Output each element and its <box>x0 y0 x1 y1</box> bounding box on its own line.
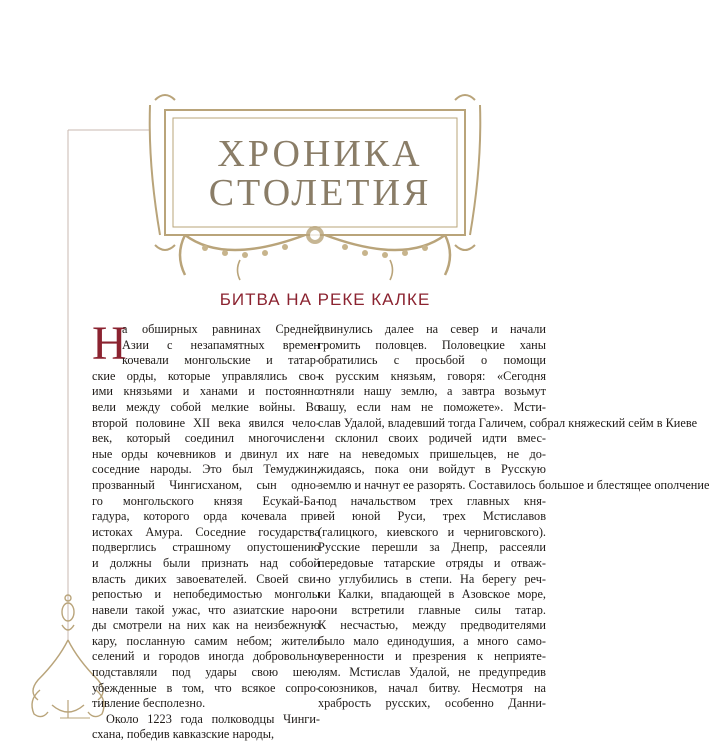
text-line: Около 1223 года полководцы Чинги- <box>106 711 320 726</box>
text-line: и склонил своих родичей идти вмес- <box>318 431 546 446</box>
text-line: ские орды, которые управлялись сво- <box>92 368 320 383</box>
text-line: сханa, победив кавказские народы, <box>92 727 275 742</box>
text-line: ими князьями и ханами и постоянно <box>92 384 320 399</box>
article-heading: БИТВА НА РЕКЕ КАЛКЕ <box>219 290 431 309</box>
text-line: ные орды кочевников и двинул их на <box>92 446 320 461</box>
text-column-left <box>92 317 320 743</box>
text-line: уверенности и презрения к неприяте- <box>318 649 546 664</box>
section-title-line1: ХРОНИКА <box>217 133 423 175</box>
text-line: власть диких завоевателей. Своей сви- <box>92 571 320 586</box>
text-line: гадура, которого орда кочевала при <box>92 509 320 524</box>
text-column-right <box>318 322 709 712</box>
drop-cap: Н <box>92 317 127 370</box>
text-line: под начальством трех главных кня- <box>318 493 546 508</box>
text-line: селений и городов иногда добровольно <box>92 649 320 664</box>
text-line: вели между собой мелкие войны. Во <box>92 399 320 414</box>
text-line: кару, посланную самим небом; жители <box>92 633 320 648</box>
text-line: они встретили главные силы татар. <box>318 602 546 617</box>
text-line: отняли нашу землю, а завтра возьмут <box>318 384 546 399</box>
text-line: ды смотрели на них как на неизбежную <box>92 618 320 633</box>
text-line: к русским князьям, говоря: «Сегодня <box>318 368 546 383</box>
text-line: землю и начнут ее разорять. Составилось большое и блестящее ополчение <box>318 477 709 492</box>
text-line: громить половцев. Половецкие ханы <box>318 337 546 352</box>
text-line: передовые татарские отряды и отваж- <box>318 555 546 570</box>
text-line: союзников, начал битву. Несмотря на <box>318 680 546 695</box>
text-line: го монгольского князя Есукай-Ба- <box>92 493 320 508</box>
text-line: тивление бесполезно. <box>92 696 206 711</box>
text-line: Русские перешли за Днепр, рассеяли <box>318 540 546 555</box>
text-line: второй половине XII века явился чело- <box>92 415 320 430</box>
text-line: но углубились в степи. На берегу реч- <box>318 571 546 586</box>
text-line: соседние народы. Это был Темуджин, <box>92 462 320 477</box>
text-line: убежденные в том, что всякое сопро- <box>92 680 320 695</box>
text-line: прозванный Чингисханом, сын одно- <box>92 477 320 492</box>
text-line: ки Калки, впадающей в Азовское море, <box>318 587 546 602</box>
text-line: подверглись страшному опустошению <box>92 540 320 555</box>
text-line: было мало единодушия, а много само- <box>318 633 546 648</box>
text-line: те на неведомых пришельцев, не до- <box>318 446 546 461</box>
text-line: Азии с незапамятных времен <box>122 337 320 352</box>
text-line: и должны были признать над собой <box>92 555 320 570</box>
text-line: истоках Амура. Соседние государства <box>92 524 320 539</box>
text-line: жидаясь, пока они войдут в Русскую <box>318 462 546 477</box>
text-line: репостью и непобедимостью монголы <box>92 587 320 602</box>
section-title-line2: СТОЛЕТИЯ <box>208 172 432 214</box>
text-line: (галицкого, киевского и черниговского). <box>318 524 546 539</box>
text-line: подставляли под удары свою шею, <box>92 665 320 680</box>
text-line: век, который соединил многочислен- <box>92 431 320 446</box>
left-ornamental-border <box>0 0 90 750</box>
text-line: К несчастью, между предводителями <box>318 618 546 633</box>
text-line: обратились с просьбой о помощи <box>318 353 546 368</box>
text-line: кочевали монгольские и татар- <box>122 353 320 368</box>
text-line: слав Удалой, владевший тогда Галичем, собрал княжеский сейм в Киеве <box>318 415 698 430</box>
text-line: а обширных равнинах Средней <box>122 322 320 336</box>
text-line: храбрость русских, особенно Данни- <box>318 696 546 711</box>
text-line: двинулись далее на север и начали <box>318 322 546 336</box>
text-line: лям. Мстислав Удалой, не предупредив <box>318 665 546 680</box>
text-line: вашу, если нам не поможете». Мсти- <box>318 399 546 414</box>
text-line: навели такой ужас, что азиатские наро- <box>92 602 320 617</box>
text-line: зей юной Руси, трех Мстиславов <box>318 509 546 524</box>
